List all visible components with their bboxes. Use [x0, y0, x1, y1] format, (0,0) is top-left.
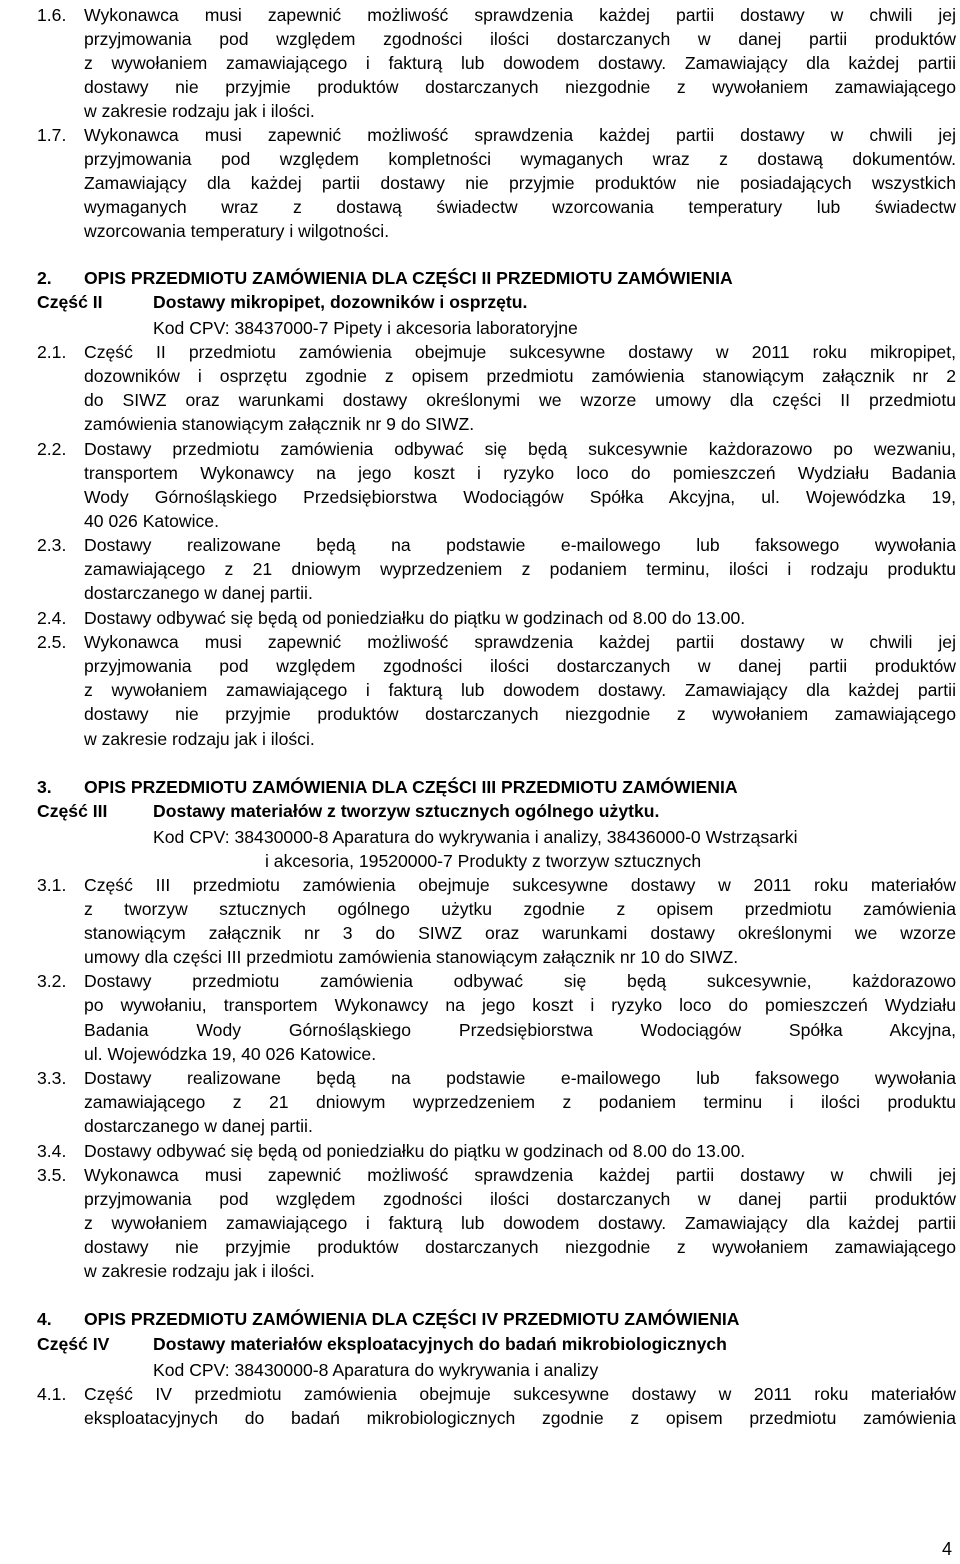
paragraph-line: przyjmowania pod względem zgodności ilości dostarczanych w danej partii produktów — [84, 656, 956, 676]
paragraph-line: Dostawy przedmiotu zamówienia odbywać się będą sukcesywnie, każdorazowo — [84, 971, 956, 991]
paragraph-line: w zakresie rodzaju jak i ilości. — [84, 101, 315, 121]
paragraph-line: Wykonawca musi zapewnić możliwość sprawdzenia każdej partii dostawy w chwili jej — [84, 125, 956, 145]
part-label: Część III — [37, 801, 108, 821]
section-number: 4. — [37, 1309, 52, 1329]
part-title: Dostawy mikropipet, dozowników i osprzętu. — [153, 292, 528, 312]
paragraph-line: Dostawy realizowane będą na podstawie e-mailowego lub faksowego wywołania — [84, 535, 956, 555]
paragraph-line: do SIWZ oraz warunkami dostawy określonymi we wzorze umowy dla części II przedmiotu — [84, 390, 956, 410]
paragraph-line: zamawiającego z 21 dniowym wyprzedzeniem z podaniem terminu i ilości produktu — [84, 1092, 956, 1112]
paragraph-line: w zakresie rodzaju jak i ilości. — [84, 729, 315, 749]
paragraph-line: Część III przedmiotu zamówienia obejmuje sukcesywne dostawy w 2011 roku materiałów — [84, 875, 956, 895]
item-number: 3.3. — [37, 1068, 67, 1088]
paragraph-line: Badania Wody Górnośląskiego Przedsiębiorstwa Wodociągów Spółka Akcyjna, — [84, 1020, 956, 1040]
paragraph-line: po wywołaniu, transportem Wykonawcy na jego koszt i ryzyko loco do pomieszczeń Wydziału — [84, 995, 956, 1015]
item-number: 4.1. — [37, 1384, 67, 1404]
item-number: 1.6. — [37, 5, 67, 25]
item-number: 1.7. — [37, 125, 67, 145]
section-number: 3. — [37, 777, 52, 797]
item-number: 2.2. — [37, 439, 67, 459]
paragraph-line: przyjmowania pod względem zgodności ilości dostarczanych w danej partii produktów — [84, 29, 956, 49]
paragraph-line: Część II przedmiotu zamówienia obejmuje sukcesywne dostawy w 2011 roku mikropipet, — [84, 342, 956, 362]
paragraph-line: ul. Wojewódzka 19, 40 026 Katowice. — [84, 1044, 377, 1064]
paragraph-line: Wykonawca musi zapewnić możliwość sprawdzenia każdej partii dostawy w chwili jej — [84, 5, 956, 25]
page-number: 4 — [941, 1539, 952, 1559]
item-number: 2.4. — [37, 608, 67, 628]
paragraph-line: transportem Wykonawcy na jego koszt i ryzyko loco do pomieszczeń Wydziału Badania — [84, 463, 956, 483]
paragraph-line: Wykonawca musi zapewnić możliwość sprawdzenia każdej partii dostawy w chwili jej — [84, 632, 956, 652]
paragraph-line: wzorcowania temperatury i wilgotności. — [84, 221, 390, 241]
paragraph-line: z wywołaniem zamawiającego i fakturą lub dowodem dostawy. Zamawiający dla każdej partii — [84, 53, 956, 73]
paragraph-line: Dostawy odbywać się będą od poniedziałku do piątku w godzinach od 8.00 do 13.00. — [84, 1141, 746, 1161]
paragraph-line: Zamawiający dla każdej partii dostawy nie przyjmie produktów nie posiadających wszystkich — [84, 173, 956, 193]
item-number: 3.1. — [37, 875, 67, 895]
item-number: 3.2. — [37, 971, 67, 991]
paragraph-line: dostawy nie przyjmie produktów dostarczanych niezgodnie z wywołaniem zamawiającego — [84, 1237, 956, 1257]
section-heading: OPIS PRZEDMIOTU ZAMÓWIENIA DLA CZĘŚCI II PRZEDMIOTU ZAMÓWIENIA — [84, 268, 733, 288]
paragraph-line: wymaganych wraz z dostawą świadectw wzorcowania temperatury lub świadectw — [84, 197, 956, 217]
item-number: 2.5. — [37, 632, 67, 652]
paragraph-line: dostawy nie przyjmie produktów dostarczanych niezgodnie z wywołaniem zamawiającego — [84, 704, 956, 724]
paragraph-line: Część IV przedmiotu zamówienia obejmuje sukcesywne dostawy w 2011 roku materiałów — [84, 1384, 956, 1404]
paragraph-line: Wykonawca musi zapewnić możliwość sprawdzenia każdej partii dostawy w chwili jej — [84, 1165, 956, 1185]
paragraph-line: z tworzyw sztucznych ogólnego użytku zgodnie z opisem przedmiotu zamówienia — [84, 899, 956, 919]
part-title: Dostawy materiałów eksploatacyjnych do badań mikrobiologicznych — [153, 1334, 727, 1354]
paragraph-line: przyjmowania pod względem zgodności ilości dostarczanych w danej partii produktów — [84, 1189, 956, 1209]
paragraph-line: 40 026 Katowice. — [84, 511, 219, 531]
paragraph-line: z wywołaniem zamawiającego i fakturą lub dowodem dostawy. Zamawiający dla każdej partii — [84, 680, 956, 700]
paragraph-line: z wywołaniem zamawiającego i fakturą lub dowodem dostawy. Zamawiający dla każdej partii — [84, 1213, 956, 1233]
paragraph-line: dostarczanego w danej partii. — [84, 1116, 313, 1136]
paragraph-line: zamówienia stanowiącym załącznik nr 9 do SIWZ. — [84, 414, 475, 434]
paragraph-line: umowy dla części III przedmiotu zamówienia stanowiącym załącznik nr 10 do SIWZ. — [84, 947, 739, 967]
cpv-code: Kod CPV: 38430000-8 Aparatura do wykrywania i analizy, 38436000-0 Wstrząsarki — [153, 827, 798, 847]
section-heading: OPIS PRZEDMIOTU ZAMÓWIENIA DLA CZĘŚCI III PRZEDMIOTU ZAMÓWIENIA — [84, 777, 738, 797]
part-label: Część IV — [37, 1334, 110, 1354]
section-number: 2. — [37, 268, 52, 288]
cpv-code: Kod CPV: 38430000-8 Aparatura do wykrywania i analizy — [153, 1360, 599, 1380]
paragraph-line: zamawiającego z 21 dniowym wyprzedzeniem z podaniem terminu, ilości i rodzaju produktu — [84, 559, 956, 579]
item-number: 3.4. — [37, 1141, 67, 1161]
cpv-code: Kod CPV: 38437000-7 Pipety i akcesoria laboratoryjne — [153, 318, 578, 338]
paragraph-line: w zakresie rodzaju jak i ilości. — [84, 1261, 315, 1281]
paragraph-line: dostawy nie przyjmie produktów dostarczanych niezgodnie z wywołaniem zamawiającego — [84, 77, 956, 97]
part-title: Dostawy materiałów z tworzyw sztucznych ogólnego użytku. — [153, 801, 660, 821]
part-label: Część II — [37, 292, 103, 312]
paragraph-line: przyjmowania pod względem kompletności wymaganych wraz z dostawą dokumentów. — [84, 149, 956, 169]
item-number: 2.1. — [37, 342, 67, 362]
paragraph-line: Dostawy realizowane będą na podstawie e-mailowego lub faksowego wywołania — [84, 1068, 956, 1088]
paragraph-line: Dostawy przedmiotu zamówienia odbywać się będą sukcesywnie każdorazowo po wezwaniu, — [84, 439, 956, 459]
item-number: 3.5. — [37, 1165, 67, 1185]
paragraph-line: eksploatacyjnych do badań mikrobiologicznych zgodnie z opisem przedmiotu zamówienia — [84, 1408, 956, 1428]
item-number: 2.3. — [37, 535, 67, 555]
section-heading: OPIS PRZEDMIOTU ZAMÓWIENIA DLA CZĘŚCI IV PRZEDMIOTU ZAMÓWIENIA — [84, 1309, 740, 1329]
paragraph-line: Wody Górnośląskiego Przedsiębiorstwa Wodociągów Spółka Akcyjna, ul. Wojewódzka 19, — [84, 487, 956, 507]
paragraph-line: Dostawy odbywać się będą od poniedziałku do piątku w godzinach od 8.00 do 13.00. — [84, 608, 746, 628]
cpv-code: i akcesoria, 19520000-7 Produkty z tworzyw sztucznych — [265, 851, 702, 871]
paragraph-line: stanowiącym załącznik nr 3 do SIWZ oraz warunkami dostawy określonymi we wzorze — [84, 923, 956, 943]
paragraph-line: dostarczanego w danej partii. — [84, 583, 313, 603]
paragraph-line: dozowników i osprzętu zgodnie z opisem przedmiotu zamówienia stanowiącym załącznik nr 2 — [84, 366, 956, 386]
